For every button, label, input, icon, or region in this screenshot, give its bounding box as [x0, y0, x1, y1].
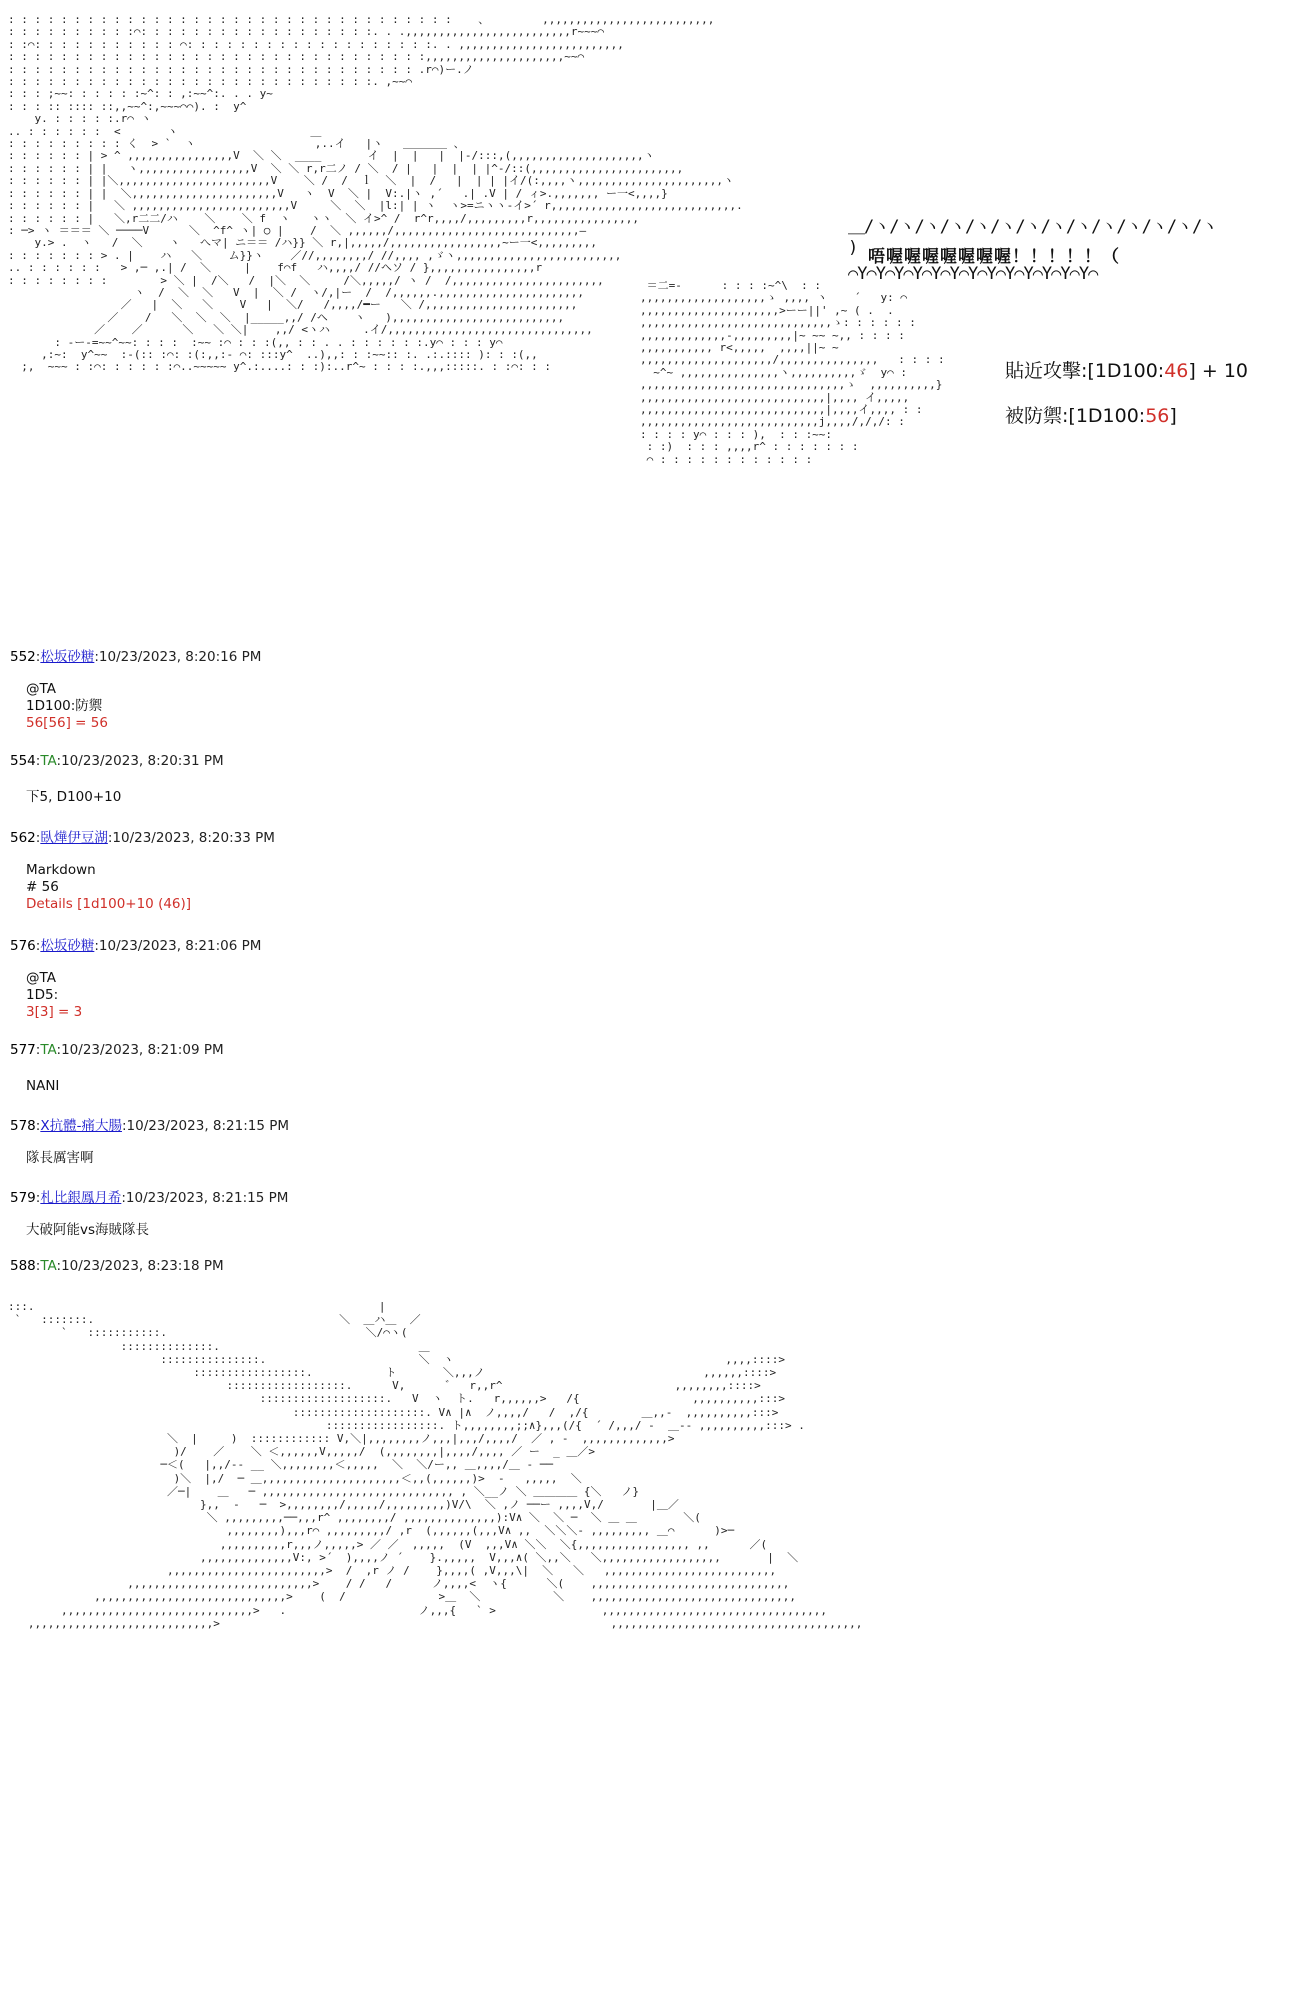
- defense-dice-line: [1005, 401, 1177, 428]
- ascii-art-top-left: : : : : : : : : : : : : : : : : : : : : : : : : : : : : : : : : : : 、 ,,,,,,,,,,,,,,,,,,,,,,,,,, : : : : : : : : : :⌒: : : : : : : : : : : : : : : : : :. . .,,,,,,,,,,,,,,,,,,,,,,,,,r~~~⌒ : :⌒: : : : : : : : : : : ⌒: : : : : : : : : : : : : : : : : : :. . ,,,,,,,,,,,,,,,,,,,,,,,,, : : : : : : : : : : : : : : : : : : : : : : : : : : : : : : : :,,,,,,,,,,,,,,,,,,,,,~~⌒ : : : : : : : : : : : : : : : : : : : : : : : : : : : : : : : .r⌒)ー.ノ : : : : : : : : : : : : : : : : : : : : : : : : : : : :. ,~~⌒ : : : ;~~: : : : : :~^: : ,:~~^:. . . y~ : : : :: :::: ::,,~~^:,~~~⌒⌒). : y^ y. : : : : :.r⌒ ヽ .. : : : : : : < ヽ ＿ : : : : : : : : : く > ` ヽ ,..イ |ヽ ＿＿＿＿ 、 : : : : : : | > ^ ,,,,,,,,,,,,,,,,V ＼ ＼ ____ イ | | | |-/:::,(,,,,,,,,,,,,,,,,,,,,ヽ : : : : : : | | ヽ,,,,,,,,,,,,,,,,,V ＼ ＼ r,r二ノ / ＼ / | | | | |^-/::(,,,,,,,,,,,,,,,,,,,,,,, : : : : : : | |＼,,,,,,,,,,,,,,,,,,,,,,,V ＼ / / ｌ ＼ | / | | | |イ/(:,,,,ヽ,,,,,,,,,,,,,,,,,,,,,,ヽ : : : : : : | | ＼,,,,,,,,,,,,,,,,,,,,,,V ヽ V ＼ | V:.|ヽ ,´ .| .V | / ィ>.,,,,,,, ー一<,,,,} : : : : : : | ＼ ,,,,,,,,,,,,,,,,,,,,,,,,V ＼ ＼ |l:| | ヽ ヽ>=ニヽヽ-イ>´ r,,,,,,,,,,,,,,,,,,,,,,,,,,,,. : : : : : : | ＼,r二二/ハ ＼ ＼ f ヽ ヽヽ ＼ イ>^ / r^r,,,,/,,,,,,,,,r,,,,,,,,,,,,,,,, : ─> ヽ ＝＝＝ ＼ ────V ＼ ^f^ ヽ| ○ | / ＼ ,,,,,,/,,,,,,,,,,,,,,,,,,,,,,,,,,,,― y.> . ヽ / ＼ ヽ へマ| ニ＝＝ /ハ}} ＼ r,|,,,,,/,,,,,,,,,,,,,,,,,~ー一<,,,,,,,,, : : : : : : : > . | ハ ＼ ム}}ヽ ／//,,,,,,,,/ //,,,, ,ゞヽ,,,,,,,,,,,,,,,,,,,,,,,,, .. : : : : : : > ,─ ,.| / ＼ | f⌒f ハ,,,,/ //ヘソ / },,,,,,,,,,,,,,,,r : : : : : : : : > ＼ | /＼ / |＼ ＼ /＼,,,,,/ ヽ / /,,,,,,,,,,,,,,,,,,,,,,, ヽ / ＼ ＼ V | ＼ / ヽ/,|ー / /,,,,,,.,,,,,,,,,,,,,,,,,,,,,, ／ | ＼ ＼ V | ＼/ /,,,,/━ー ＼ /,,,,,,,,,,,,,,,,,,,,,,, ／ / ＼ ＼ ＼ |_____,,/ /ヘ ヽ ),,,,,,,,,,,,,,,,,,,,,,,,,, ／ ／ ＼ ＼ ＼| ,,/ <ヽハ .イ/,,,,,,,,,,,,,,,,,,,,,,,,,,,,,,, : -ー-=~~^~~: : : : :~~ :⌒ : : :(,, : : . . : : : : : :.y⌒ : : : y⌒ ,:~: y^~~ :-(:: :⌒: :(:,,:- ⌒: :::y^ ..),,: : :~~:: :. .:.:::: ): : :(,, ;, ~~~ : :⌒: : : : : :⌒..~~~~~ y^.:....: : :):..r^~ : : : :.,,,:::::. : :⌒: : :: [8, 13, 743, 374]
- post-header-576: 576:松坂砂糖:10/23/2023, 8:21:06 PM: [10, 938, 262, 954]
- post-number[interactable]: 588: [10, 1258, 36, 1274]
- post-time: :10/23/2023, 8:23:18 PM: [56, 1258, 224, 1274]
- post-body-562: [26, 862, 191, 913]
- post-number[interactable]: 578: [10, 1118, 36, 1134]
- poster-trip: TA: [40, 753, 57, 769]
- post-header-552: 552:松坂砂糖:10/23/2023, 8:20:16 PM: [10, 649, 262, 665]
- post-body-577: [26, 1078, 59, 1095]
- defense-label: 被防禦:: [1005, 405, 1069, 427]
- attack-roll: 46: [1164, 360, 1189, 382]
- post-header-579: 579:札比銀鳳月希:10/23/2023, 8:21:15 PM: [10, 1190, 289, 1206]
- post-time: :10/23/2023, 8:21:15 PM: [121, 1190, 289, 1206]
- bubble-left-edge: ): [848, 238, 858, 258]
- post-header-578: 578:X抗體-痛大腸:10/23/2023, 8:21:15 PM: [10, 1118, 290, 1134]
- defense-pre: [1D100:: [1068, 405, 1146, 427]
- post-body-554: [26, 789, 121, 806]
- post-line: 大破阿能vs海賊隊長: [26, 1222, 150, 1238]
- post-line: @TA: [26, 681, 56, 697]
- post-time: :10/23/2023, 8:21:09 PM: [56, 1042, 224, 1058]
- post-header-588: 588:TA:10/23/2023, 8:23:18 PM: [10, 1258, 224, 1274]
- dice-result: Details [1d100+10 (46)]: [26, 896, 192, 912]
- shout-text: 唔喔喔喔喔喔喔喔！！！！！（: [868, 247, 1120, 267]
- post-time: :10/23/2023, 8:21:15 PM: [121, 1118, 290, 1134]
- post-time: :10/23/2023, 8:20:16 PM: [94, 649, 262, 665]
- post-number[interactable]: 552: [10, 649, 36, 665]
- dice-result: 3[3] = 3: [26, 1004, 83, 1020]
- post-body-579: [26, 1222, 149, 1239]
- post-line: NANI: [26, 1078, 60, 1094]
- attack-dice-line: [1005, 356, 1248, 383]
- poster-name[interactable]: 臥燁伊豆湖: [40, 830, 108, 846]
- post-time: :10/23/2023, 8:21:06 PM: [94, 938, 262, 954]
- post-header-562: 562:臥燁伊豆湖:10/23/2023, 8:20:33 PM: [10, 830, 275, 846]
- bubble-bottom-edge: ⌒Y⌒Y⌒Y⌒Y⌒Y⌒Y⌒Y⌒Y⌒Y⌒Y⌒Y⌒Y⌒Y⌒: [848, 264, 1098, 284]
- post-line: # 56: [26, 879, 59, 895]
- poster-trip: TA: [40, 1258, 57, 1274]
- ascii-art-bottom: :::. | ` :::::::. ＼ ＿ハ＿ ／ ` :::::::::::. ＼/⌒ヽ( ::::::::::::::. ＿ :::::::::::::::. ＼ ヽ ,,,,::::> :::::::::::::::::. ト ＼,,,ノ ,,,,,,::::> ::::::::::::::::::. V, ゛ r,,r^ ,,,,,,,,::::> :::::::::::::::::::. V ヽ ト. r,,,,,,> /{ ,,,,,,,,,,:::> ::::::::::::::::::::. V∧ |∧ ノ,,,,/ / ,/{ ＿,,- ,,,,,,,,,,:::> :::::::::::::::::. ト,,,,,,,,;;∧},,,(/{ ´ /,,,/ - ＿-- ,,,,,,,,,,:::> . ＼ | ) :::::::::::: V,＼|,,,,,,,,ノ,,,|,,,/,,,,/ ／ , - ,,,,,,,,,,,,,> )/ ／ ＼ ＜,,,,,,V,,,,,/ (,,,,,,,,|,,,,/,,,, ／ ー _ ＿／> ─＜( |,,/-- __ ＼,,,,,,,,＜,,,,, ＼ ＼/ー,, ＿,,,,/＿ - ── )＼ |,/ ─ ＿,,,,,,,,,,,,,,,,,,,,,＜,,(,,,,,,)> - ,,,,, ＼ ／─| ＿ ─ ,,,,,,,,,,,,,,,,,,,,,,,,,,,,, , ＼__ノ ＼ ＿＿＿＿ {＼ ノ} },, - ─ >,,,,,,,,/,,,,,/,,,,,,,,,)V/\ ＼ ,ノ ──ー ,,,,V,/ |＿／ ＼ ,,,,,,,,,──,,,r^ ,,,,,,,,/ ,,,,,,,,,,,,,,):V∧ ＼ ＼ ─ ＼ ＿ ＿ ＼( ,,,,,,,,),,,r⌒ ,,,,,,,,,/ ,r (,,,,,,(,,,V∧ ,, ＼＼＼- ,,,,,,,,, ＿⌒ )>─ ,,,,,,,,,,r,,,ノ,,,,,> ／ ／ ,,,,, (V ,,,V∧ ＼＼ ＼{,,,,,,,,,,,,,,,,, ,, ／( ,,,,,,,,,,,,,,V:, >´ ),,,,ノ ´ }.,,,,, V,,,∧( ＼,,＼ ＼,,,,,,,,,,,,,,,,,, | ＼ ,,,,,,,,,,,,,,,,,,,,,,,,> / ,r ノ / },,,,( ,V,,,\| ＼ ＼ ,,,,,,,,,,,,,,,,,,,,,,,,,, ,,,,,,,,,,,,,,,,,,,,,,,,,,,,> / / / ノ,,,,< ヽ{ ＼( ,,,,,,,,,,,,,,,,,,,,,,,,,,,,,, ,,,,,,,,,,,,,,,,,,,,,,,,,,,,,> ( / >＿ ＼ ＼ ,,,,,,,,,,,,,,,,,,,,,,,,,,,,,,, ,,,,,,,,,,,,,,,,,,,,,,,,,,,,,> . ノ,,,{ ` > ,,,,,,,,,,,,,,,,,,,,,,,,,,,,,,,,,, ,,,,,,,,,,,,,,,,,,,,,,,,,,,,> ,,,,,,,,,,,,,,,,,,,,,,,,,,,,,,,,,,,,,,: [8, 1300, 863, 1630]
- defense-post: ]: [1169, 405, 1177, 427]
- poster-trip: TA: [40, 1042, 57, 1058]
- post-number[interactable]: 562: [10, 830, 36, 846]
- post-number[interactable]: 576: [10, 938, 36, 954]
- post-line: 1D5:: [26, 987, 59, 1003]
- post-body-552: [26, 681, 108, 732]
- ascii-art-top-right: ＝二=- : : : :~^\ : : ,,,,,,,,,,,,,,,,,,,ゝ ,,,, ヽ ´ y: ⌒ ,,,,,,,,,,,,,,,,,,,,,>ーー||' ,~ ( . . ,,,,,,,,,,,,,,,,,,,,,,,,,,,,,ゝ: : : : : : ,,,,,,,,,,,,,-,,,,,,,,,|~ ~~ ~,, : : : : ,,,,,,,,,,, r<,,,,, ,,,,||~ ~ ,,,,,,,,,,,,,,,,,,,,/,,,,,,,,,,,,,,, : : : : ~^~ ,,,,,,,,,,,,,,,ヽ,,,,,,,,,,ゞ y⌒ : ,,,,,,,,,,,,,,,,,,,,,,,,,,,,,,,ゝ ,,,,,,,,,,} ,,,,,,,,,,,,,,,,,,,,,,,,,,,,|,,,, イ,,,,, ,,,,,,,,,,,,,,,,,,,,,,,,,,,,|,,,,イ,,,, : : ,,,,,,,,,,,,,,,,,,,,,,,,,,,j,,,,/,/,/: : : : : : y⌒ : : : ), : : :~~: : :) : : : ,,,,r^ : : : : : : : ⌒ : : : : : : : : : : : :: [640, 279, 945, 466]
- attack-post: ] + 10: [1188, 360, 1248, 382]
- post-header-554: 554:TA:10/23/2023, 8:20:31 PM: [10, 753, 224, 769]
- post-line: 下5, D100+10: [26, 789, 122, 805]
- bubble-top-edge: ＿/ヽ/ヽ/ヽ/ヽ/ヽ/ヽ/ヽ/ヽ/ヽ/ヽ/ヽ/ヽ/ヽ/ヽ: [848, 217, 1218, 237]
- post-number[interactable]: 577: [10, 1042, 36, 1058]
- shout-bubble: [848, 212, 1218, 292]
- poster-name[interactable]: 松坂砂糖: [40, 649, 95, 665]
- poster-name[interactable]: 松坂砂糖: [40, 938, 95, 954]
- post-line: @TA: [26, 970, 56, 986]
- post-header-577: 577:TA:10/23/2023, 8:21:09 PM: [10, 1042, 224, 1058]
- post-line: 1D100:防禦: [26, 698, 103, 714]
- post-body-578: [26, 1150, 94, 1167]
- post-number[interactable]: 579: [10, 1190, 36, 1206]
- dice-result: 56[56] = 56: [26, 715, 108, 731]
- post-number[interactable]: 554: [10, 753, 36, 769]
- defense-roll: 56: [1145, 405, 1170, 427]
- post-line: Markdown: [26, 862, 96, 878]
- post-time: :10/23/2023, 8:20:31 PM: [56, 753, 224, 769]
- attack-label: 貼近攻擊:: [1005, 360, 1088, 382]
- poster-name[interactable]: X抗體-痛大腸: [40, 1118, 122, 1134]
- post-time: :10/23/2023, 8:20:33 PM: [107, 830, 275, 846]
- post-body-576: [26, 970, 82, 1021]
- poster-name[interactable]: 札比銀鳳月希: [40, 1190, 122, 1206]
- attack-pre: [1D100:: [1087, 360, 1165, 382]
- post-line: 隊長厲害啊: [26, 1150, 94, 1166]
